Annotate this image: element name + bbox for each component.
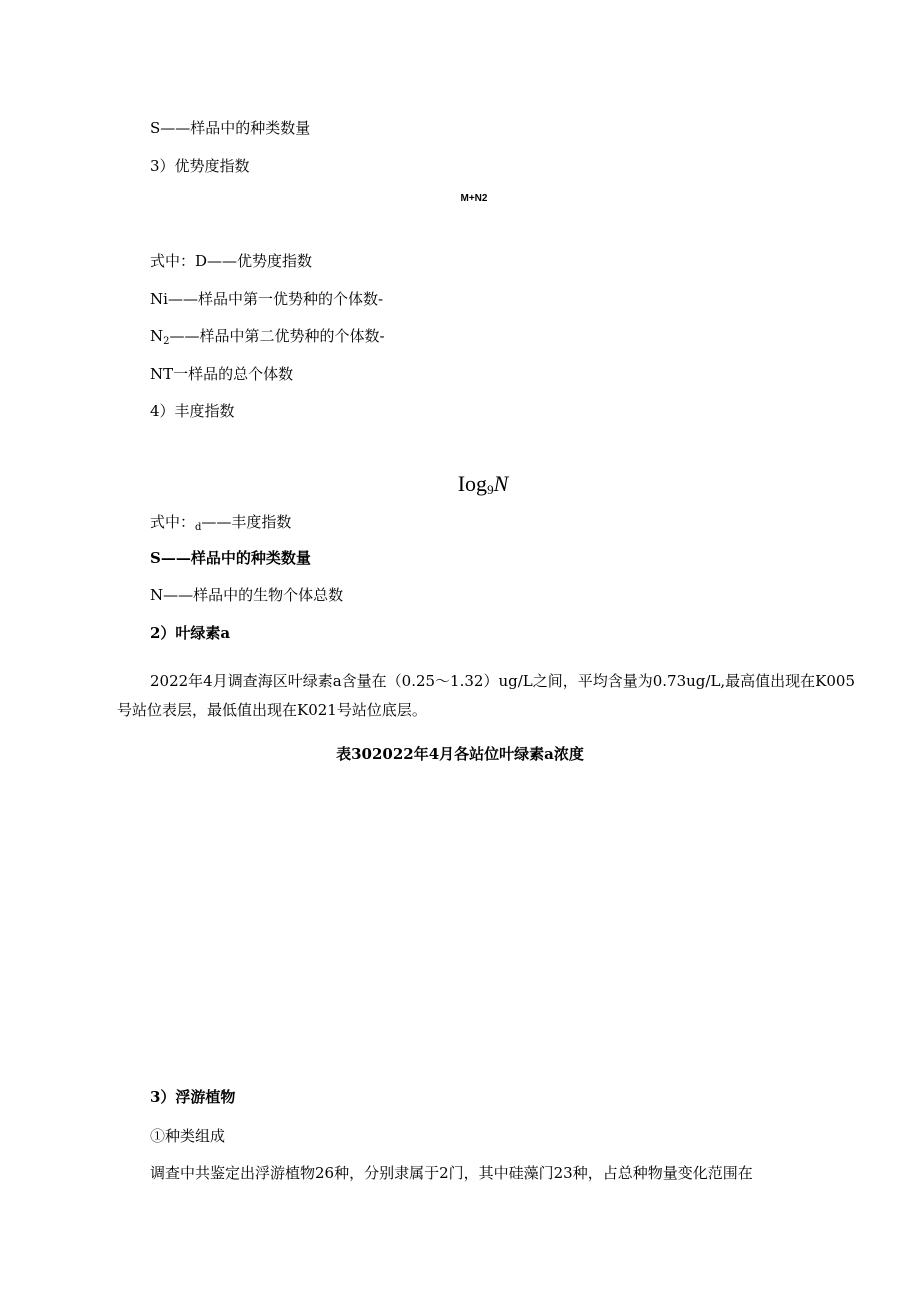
n2-definition: [150, 326, 385, 352]
chlorophyll-heading: 2）叶绿素a: [150, 624, 231, 642]
richness-definition: [150, 512, 291, 538]
dominance-definition: 式中：D——优势度指数: [150, 252, 313, 270]
n2-symbol: N: [150, 327, 164, 345]
richness-def-symbol: d: [195, 522, 202, 533]
phytoplankton-paragraph: 调查中共鉴定出浮游植物26种，分别隶属于2门，其中硅藻门23种，占总种物量变化范围在: [150, 1164, 753, 1182]
table-caption: 表302022年4月各站位叶绿素a浓度: [336, 745, 584, 763]
phytoplankton-heading: 3）浮游植物: [150, 1088, 236, 1106]
species-composition-heading: ①种类组成: [150, 1127, 226, 1145]
nt-definition: NT一样品的总个体数: [150, 365, 294, 383]
n2-subscript: 2: [163, 336, 170, 347]
richness-formula: [0, 471, 920, 503]
richness-index-heading: 4）丰度指数: [150, 402, 235, 420]
n1-definition: [150, 289, 383, 309]
s-species-count-line-2: S——样品中的种类数量: [150, 549, 311, 567]
richness-formula-n: N: [493, 471, 509, 496]
richness-formula-base: 9: [487, 482, 494, 497]
dominance-index-heading: 3）优势度指数: [150, 157, 250, 175]
s-species-count-line: S——样品中的种类数量: [150, 119, 311, 137]
richness-def-text: ——丰度指数: [201, 513, 292, 531]
richness-def-prefix: 式中：: [150, 513, 196, 531]
n1-symbol: Ni: [150, 290, 168, 308]
dominance-formula: M+N2: [460, 193, 488, 204]
richness-formula-log: Iog: [457, 471, 488, 496]
chlorophyll-paragraph: 2022年4月调查海区叶绿素a含量在（0.25～1.32）ug/L之间，平均含量为0.73ug/L,最高值出现在K005号站位表层，最低值出现在K021号站位底层。: [117, 672, 856, 719]
n2-text: ——样品中第二优势种的个体数-: [169, 327, 385, 345]
n1-text: ——样品中第一优势种的个体数-: [167, 290, 384, 308]
n-total-definition: N——样品中的生物个体总数: [150, 586, 344, 604]
